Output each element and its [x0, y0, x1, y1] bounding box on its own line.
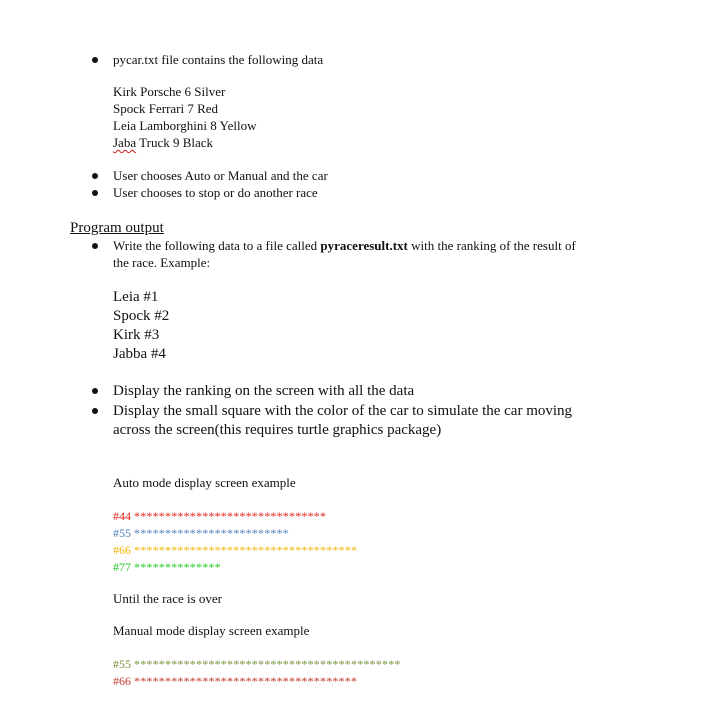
bullet-text: User chooses to stop or do another race	[113, 185, 318, 200]
result-line: Spock #2	[113, 308, 170, 324]
manual-mode-title: Manual mode display screen example	[113, 623, 310, 638]
bullet-icon	[92, 408, 98, 414]
bullet-text-continuation: the race. Example:	[113, 255, 211, 270]
section-heading: Program output	[70, 220, 164, 236]
race-row: #55 *******************************************	[113, 657, 401, 671]
bullet-text: User chooses Auto or Manual and the car	[113, 168, 328, 183]
bullet-icon	[92, 173, 98, 179]
result-line: Jabba #4	[113, 346, 166, 362]
bullet-text: Write the following data to a file called pyraceresult.txt with the ranking of the result of	[113, 238, 576, 253]
data-line: Spock Ferrari 7 Red	[113, 101, 219, 116]
bullet-text-continuation: across the screen(this requires turtle graphics package)	[113, 422, 442, 438]
auto-mode-footer: Until the race is over	[113, 591, 223, 606]
auto-mode-title: Auto mode display screen example	[113, 475, 296, 490]
filename: pyraceresult.txt	[320, 238, 408, 253]
data-line: Jaba Truck 9 Black	[113, 135, 214, 150]
bullet-text: pycar.txt file contains the following data	[113, 52, 324, 67]
race-row: #77 **************	[113, 560, 221, 574]
race-row: #44 *******************************	[113, 509, 327, 523]
data-line: Leia Lamborghini 8 Yellow	[113, 118, 257, 133]
bullet-text: Display the ranking on the screen with all the data	[113, 383, 415, 399]
bullet-icon	[92, 190, 98, 196]
race-row: #66 ************************************	[113, 543, 358, 557]
race-row: #66 ************************************	[113, 674, 358, 688]
bullet-icon	[92, 243, 98, 249]
result-line: Kirk #3	[113, 327, 160, 343]
race-row: #55 *************************	[113, 526, 289, 540]
result-line: Leia #1	[113, 289, 159, 305]
bullet-icon	[92, 388, 98, 394]
bullet-text: Display the small square with the color of the car to simulate the car moving	[113, 403, 573, 419]
bullet-icon	[92, 57, 98, 63]
misspelled-word: Jaba	[113, 135, 137, 150]
data-line: Kirk Porsche 6 Silver	[113, 84, 226, 99]
